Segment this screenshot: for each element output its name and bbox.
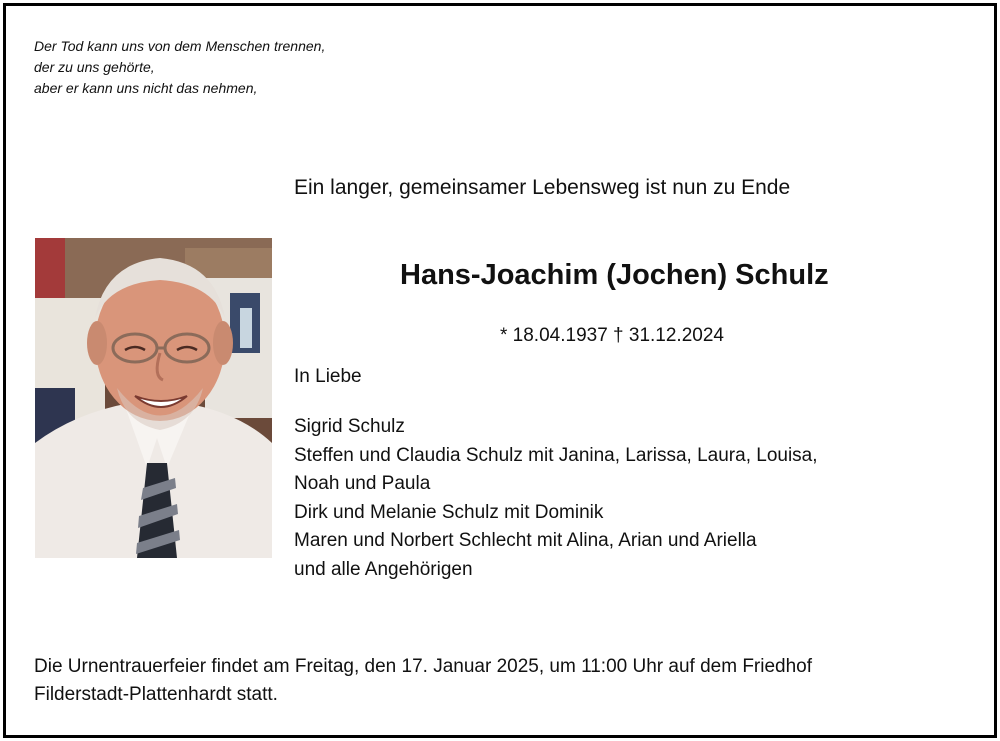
mourner-line: Dirk und Melanie Schulz mit Dominik [294, 501, 604, 523]
intro-line: Ein langer, gemeinsamer Lebensweg ist nun zu Ende [294, 176, 791, 199]
mourner-line: und alle Angehörigen [294, 558, 473, 580]
deceased-name: Hans-Joachim (Jochen) Schulz [400, 259, 829, 291]
funeral-service-info [34, 653, 812, 709]
life-dates: * 18.04.1937 † 31.12.2024 [500, 325, 724, 346]
mourners-list [294, 413, 818, 585]
service-line: Die Urnentrauerfeier findet am Freitag, den 17. Januar 2025, um 11:00 Uhr auf dem Friedhof [34, 656, 813, 677]
mourner-line: Maren und Norbert Schlecht mit Alina, Arian und Ariella [294, 530, 757, 552]
poem-line: Der Tod kann uns von dem Menschen trennen, [34, 38, 326, 54]
poem-line: der zu uns gehörte, [34, 59, 155, 75]
in-love-line: In Liebe [294, 366, 362, 387]
portrait-photo [35, 238, 272, 558]
service-line: Filderstadt-Plattenhardt statt. [34, 684, 278, 705]
poem-line: aber er kann uns nicht das nehmen, [34, 80, 258, 96]
mourner-line: Sigrid Schulz [294, 416, 405, 437]
mourner-line: Steffen und Claudia Schulz mit Janina, Larissa, Laura, Louisa, [294, 444, 818, 466]
poem-verse [34, 36, 325, 99]
mourner-line: Noah und Paula [294, 473, 431, 495]
